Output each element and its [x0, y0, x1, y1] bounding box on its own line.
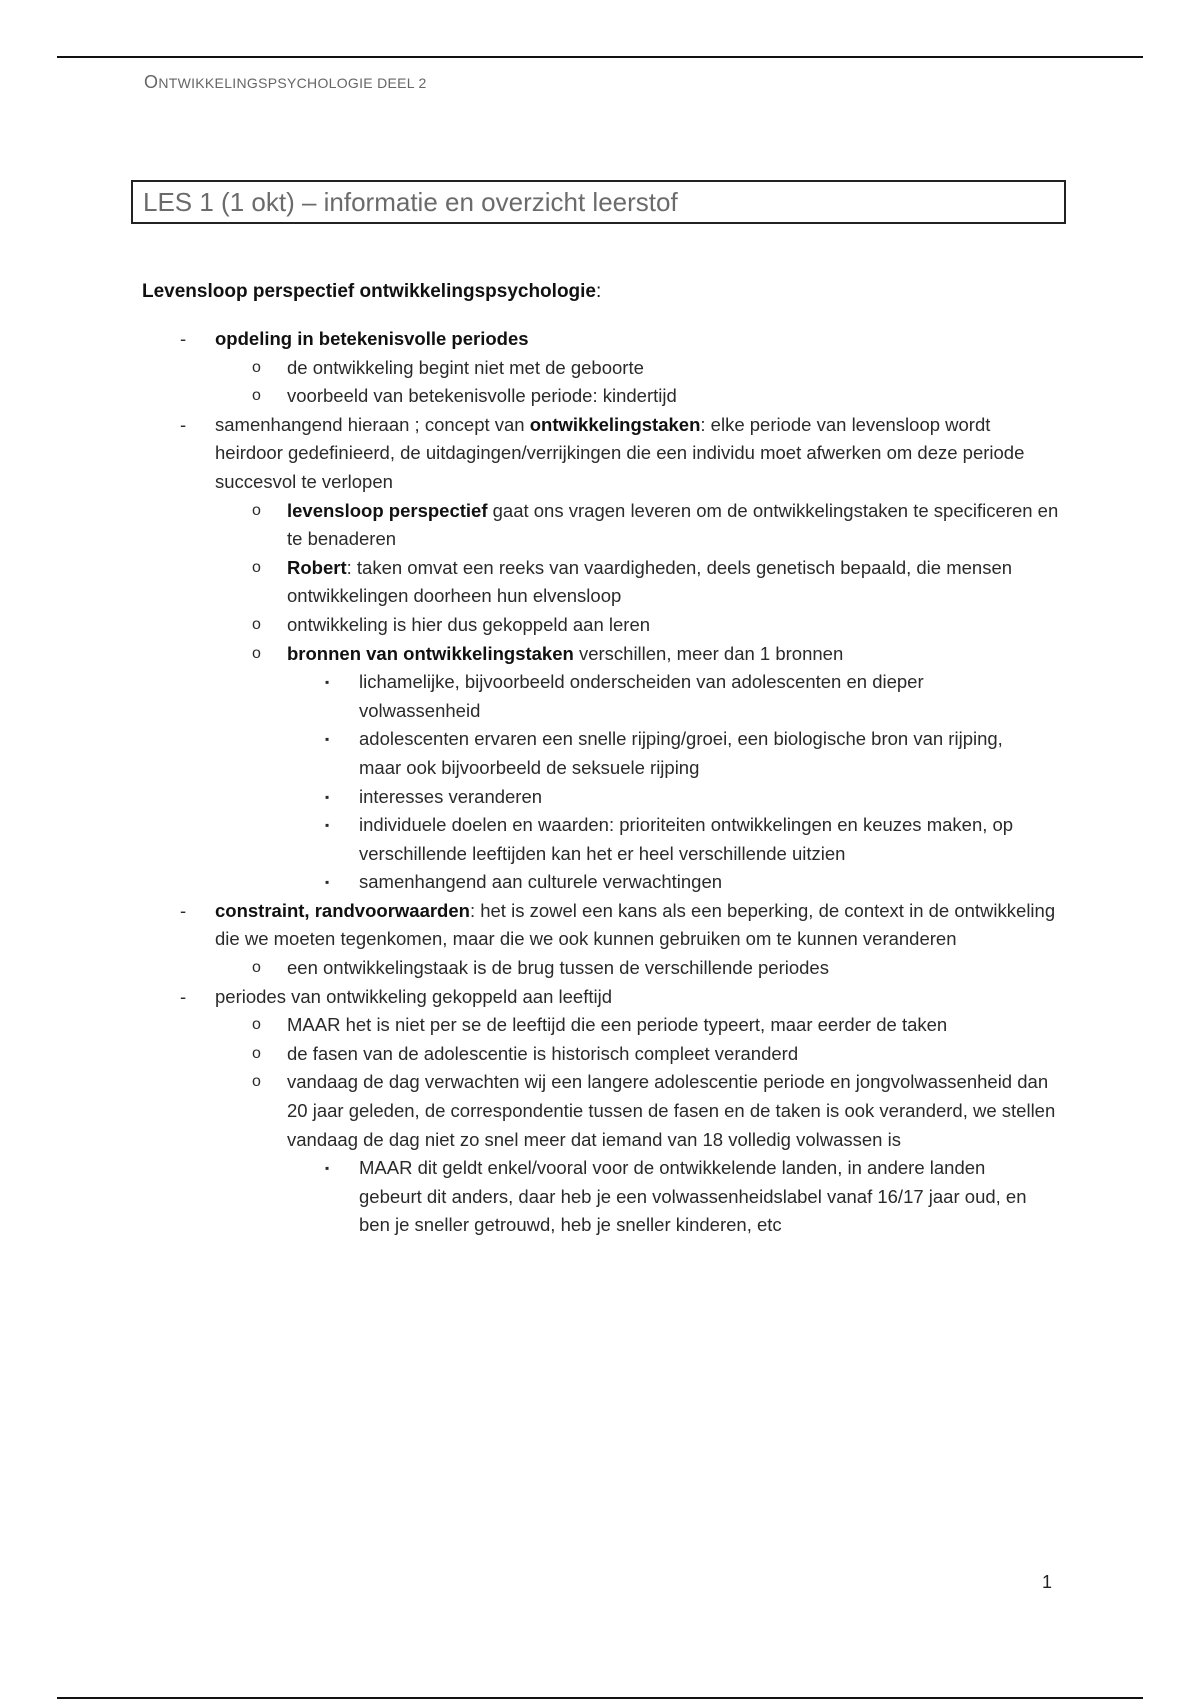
section-heading: [142, 281, 601, 303]
list-item: [0, 640, 1060, 669]
bullet-marker: o: [252, 387, 261, 405]
item-text: periodes van ontwikkeling gekoppeld aan leeftijd: [215, 985, 612, 1007]
list-item: [0, 554, 1060, 611]
list-item: [0, 611, 1060, 640]
item-text: MAAR dit geldt enkel/vooral voor de ontwikkelende landen, in andere landen gebeurt dit anders, daar heb je een volwassenheidslabel vanaf 16/17 jaar oud, en ben je sneller getrouwd, heb je sneller kinderen, etc: [359, 1157, 1027, 1236]
bullet-marker: ▪: [325, 1161, 330, 1176]
item-emphasis: constraint, randvoorwaarden: [215, 899, 470, 921]
bullet-marker: ▪: [325, 675, 330, 690]
item-text: samenhangend aan culturele verwachtingen: [359, 871, 723, 893]
bullet-marker: ▪: [325, 789, 330, 804]
running-header-initial: O: [144, 72, 159, 92]
list-item: [0, 725, 1049, 782]
bullet-marker: ▪: [325, 732, 330, 747]
bullet-marker: ▪: [325, 818, 330, 833]
list-item: [0, 1011, 1060, 1040]
bullet-marker: o: [252, 1044, 261, 1062]
page-number: 1: [1042, 1572, 1053, 1592]
bullet-marker: o: [252, 1016, 261, 1034]
item-text: interesses veranderen: [359, 785, 543, 807]
footer-rule: [57, 1697, 1143, 1699]
bullet-marker: -: [180, 413, 187, 435]
list-item: [0, 497, 1060, 554]
item-emphasis: opdeling in betekenisvolle periodes: [215, 328, 529, 349]
bullet-list: [0, 325, 1200, 1240]
item-text: gaat ons vragen leveren om de ontwikkelingstaken te specificeren en te benaderen: [287, 499, 1059, 550]
bullet-marker: o: [252, 1073, 261, 1091]
item-text: lichamelijke, bijvoorbeeld onderscheiden van adolescenten en dieper volwassenheid: [359, 671, 924, 721]
bullet-marker: o: [252, 644, 261, 662]
item-emphasis: Robert: [287, 556, 347, 578]
item-text: MAAR het is niet per se de leeftijd die een periode typeert, maar eerder de taken: [287, 1014, 948, 1036]
list-item: [0, 1040, 1060, 1069]
bullet-marker: o: [252, 959, 261, 977]
list-item: [0, 1068, 1060, 1154]
item-text: vandaag de dag verwachten wij een langere adolescentie periode en jongvolwassenheid dan 20 jaar geleden, de correspondentie tussen de fasen en de taken is ook veranderd, we stellen vandaag de dag niet zo snel meer dat iemand van 18 volledig volwassen is: [287, 1071, 1056, 1150]
list-item: [0, 411, 1060, 497]
item-text: de fasen van de adolescentie is historisch compleet veranderd: [287, 1042, 799, 1064]
lesson-title-box: [131, 180, 1066, 224]
section-heading-suffix: :: [596, 281, 602, 302]
list-item: [0, 1154, 1049, 1240]
list-item: [0, 382, 1060, 411]
bullet-marker: -: [180, 899, 187, 921]
item-emphasis: bronnen van ontwikkelingstaken: [287, 642, 574, 664]
lesson-title: LES 1 (1 okt) – informatie en overzicht leerstof: [143, 186, 678, 217]
item-text: samenhangend hieraan ; concept van: [215, 413, 530, 435]
header-rule: [57, 56, 1143, 58]
list-item: [0, 325, 1060, 354]
item-text: adolescenten ervaren een snelle rijping/groei, een biologische bron van rijping, maar ook bijvoorbeeld de seksuele rijping: [359, 728, 1003, 778]
list-item: [0, 783, 1049, 812]
item-text: voorbeeld van betekenisvolle periode: kindertijd: [287, 385, 677, 407]
list-item: [0, 983, 1060, 1012]
item-text: : taken omvat een reeks van vaardigheden, deels genetisch bepaald, die mensen ontwikkelingen doorheen hun elvensloop: [287, 556, 1013, 607]
list-item: [0, 354, 1060, 383]
running-header-text: NTWIKKELINGSPSYCHOLOGIE DEEL 2: [158, 75, 427, 91]
bullet-marker: ▪: [325, 875, 330, 890]
item-text: de ontwikkeling begint niet met de geboorte: [287, 356, 644, 378]
item-text: individuele doelen en waarden: prioriteiten ontwikkelingen en keuzes maken, op verschillende leeftijden kan het er heel verschillende uitzien: [359, 814, 1014, 864]
list-item: [0, 668, 1049, 725]
bullet-marker: o: [252, 501, 261, 519]
item-text: ontwikkeling is hier dus gekoppeld aan leren: [287, 613, 651, 635]
list-item: [0, 954, 1060, 983]
item-emphasis: ontwikkelingstaken: [529, 413, 701, 435]
item-text: verschillen, meer dan 1 bronnen: [573, 642, 844, 664]
item-text: een ontwikkelingstaak is de brug tussen de verschillende periodes: [287, 957, 829, 979]
bullet-marker: o: [252, 615, 261, 633]
section-heading-text: Levensloop perspectief ontwikkelingspsychologie: [142, 281, 596, 302]
running-header: [144, 72, 427, 93]
item-text: : het is zowel een kans als een beperking, de context in de ontwikkeling die we moeten tegenkomen, maar die we ook kunnen gebruiken om te kunnen veranderen: [215, 899, 1056, 950]
list-item: [0, 811, 1049, 868]
item-emphasis: levensloop perspectief: [287, 499, 488, 521]
list-item: [0, 868, 1049, 897]
list-item: [0, 897, 1060, 954]
item-text: : elke periode van levensloop wordt heirdoor gedefinieerd, de uitdagingen/verrijkingen die een individu moet afwerken om deze periode succesvol te verlopen: [215, 413, 1025, 492]
bullet-marker: -: [180, 328, 187, 349]
bullet-marker: o: [252, 558, 261, 576]
bullet-marker: o: [252, 358, 261, 376]
bullet-marker: -: [180, 985, 187, 1007]
